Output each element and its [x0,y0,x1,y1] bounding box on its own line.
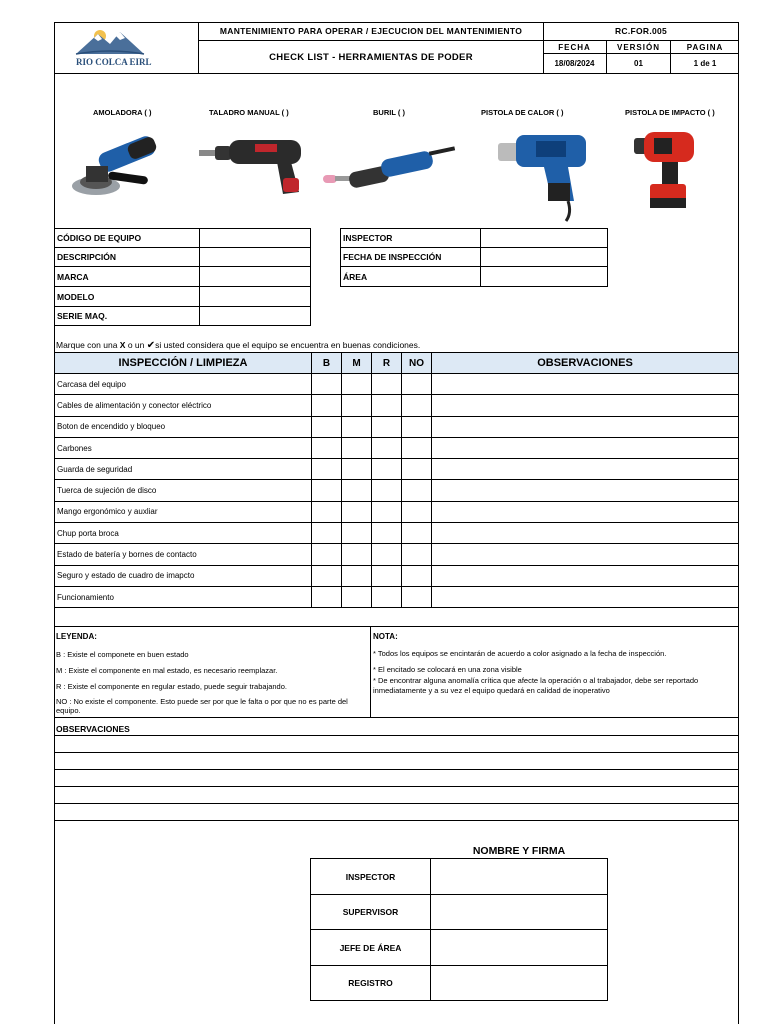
field-value-area[interactable] [481,267,608,287]
observations-line-1[interactable] [54,736,739,753]
inspection-item-label: Mango ergonómico y auxliar [55,501,312,522]
inspection-cell-b[interactable] [312,501,342,522]
version-label: VERSIÓN [607,41,671,54]
tool-label-pistola-impacto[interactable]: PISTOLA DE IMPACTO ( ) [625,108,715,117]
inspection-item-label: Chup porta broca [55,523,312,544]
inspection-item-label: Carbones [55,437,312,458]
tool-label-taladro[interactable]: TALADRO MANUAL ( ) [209,108,289,117]
legend-line-m: M : Existe el componente en mal estado, es necesario reemplazar. [56,666,278,675]
field-label-codigo: CÓDIGO DE EQUIPO [55,229,200,248]
inspection-cell-no[interactable] [402,501,432,522]
main-title: MANTENIMIENTO PARA OPERAR / EJECUCION DEL MANTENIMIENTO [199,22,543,41]
col-header-m: M [342,353,372,374]
header-block [54,22,739,74]
col-header-b: B [312,353,342,374]
col-header-r: R [372,353,402,374]
inspection-cell-m[interactable] [342,544,372,565]
inspection-row [55,459,739,480]
tool-label-pistola-calor[interactable]: PISTOLA DE CALOR ( ) [481,108,564,117]
col-header-inspeccion: INSPECCIÓN / LIMPIEZA [55,353,312,374]
instruction-part2: o un [125,340,147,350]
inspection-cell-no[interactable] [402,586,432,607]
inspection-cell-obs[interactable] [432,437,739,458]
inspection-cell-no[interactable] [402,459,432,480]
inspection-cell-m[interactable] [342,501,372,522]
inspection-cell-r[interactable] [372,480,402,501]
inspection-row [55,501,739,522]
signature-title: NOMBRE Y FIRMA [472,845,566,857]
field-value-codigo[interactable] [200,229,311,248]
observations-line-2[interactable] [54,753,739,770]
inspection-cell-no[interactable] [402,480,432,501]
field-value-fecha-inspeccion[interactable] [481,248,608,267]
inspection-row [55,437,739,458]
signature-role-supervisor: SUPERVISOR [311,895,431,930]
pagina-label: PAGINA [671,41,739,54]
inspection-cell-obs[interactable] [432,565,739,586]
tool-label-amoladora[interactable]: AMOLADORA ( ) [93,108,152,117]
inspection-info-table [340,228,608,287]
inspection-cell-b[interactable] [312,544,342,565]
field-value-inspector[interactable] [481,229,608,248]
inspection-row [55,565,739,586]
inspection-cell-r[interactable] [372,374,402,395]
field-label-descripcion: DESCRIPCIÓN [55,248,200,267]
note-block [371,626,739,717]
field-label-modelo: MODELO [55,287,200,307]
inspection-cell-m[interactable] [342,586,372,607]
inspection-item-label: Carcasa del equipo [55,374,312,395]
signature-box-registro[interactable] [431,966,608,1001]
impact-wrench-icon [632,128,700,212]
inspection-row [55,416,739,437]
col-header-no: NO [402,353,432,374]
inspection-cell-obs[interactable] [432,501,739,522]
field-value-marca[interactable] [200,267,311,287]
inspection-cell-no[interactable] [402,416,432,437]
inspection-cell-b[interactable] [312,586,342,607]
signature-role-registro: REGISTRO [311,966,431,1001]
field-label-inspector: INSPECTOR [341,229,481,248]
col-header-observaciones: OBSERVACIONES [432,353,739,374]
angle-grinder-icon [68,136,168,206]
field-value-serie[interactable] [200,307,311,326]
inspection-cell-r[interactable] [372,416,402,437]
signature-role-inspector: INSPECTOR [311,859,431,895]
inspection-cell-no[interactable] [402,544,432,565]
pagina-value: 1 de 1 [693,59,717,68]
legend-title: LEYENDA: [56,632,97,641]
inspection-item-label: Estado de batería y bornes de contacto [55,544,312,565]
inspection-cell-obs[interactable] [432,395,739,416]
inspection-cell-b[interactable] [312,416,342,437]
inspection-cell-obs[interactable] [432,544,739,565]
inspection-cell-no[interactable] [402,523,432,544]
note-line-1: * Todos los equipos se encintarán de acuerdo a color asignado a la fecha de inspección. [373,649,667,658]
fecha-label: FECHA [543,41,607,54]
legend-block [54,626,371,717]
inspection-cell-obs[interactable] [432,459,739,480]
inspection-table [54,352,739,608]
fecha-value: 18/08/2024 [543,54,607,74]
signature-box-inspector[interactable] [431,859,608,895]
company-logo [54,22,199,74]
legend-line-b: B : Existe el componete en buen estado [56,650,189,659]
die-grinder-icon [321,141,456,191]
instruction-x-mark: X [119,340,126,350]
instruction-text [56,340,420,351]
note-line-3: * De encontrar alguna anomalía crítica que afecte la operación o al trabajador, debe ser reportado inmediatamente y a su vez el equipo quedará en calidad de inoperativo [373,676,699,695]
inspection-cell-m[interactable] [342,437,372,458]
inspection-cell-b[interactable] [312,459,342,480]
form-code: RC.FOR.005 [543,22,739,41]
instruction-part3: si usted considera que el equipo se encuentra en buenas condiciones. [155,340,421,350]
signature-role-jefe-area: JEFE DE ÁREA [311,930,431,966]
version-value: 01 [607,54,671,74]
inspection-item-label: Guarda de seguridad [55,459,312,480]
inspection-cell-no[interactable] [402,395,432,416]
field-label-marca: MARCA [55,267,200,287]
inspection-cell-b[interactable] [312,565,342,586]
inspection-cell-obs[interactable] [432,586,739,607]
inspection-item-label: Boton de encendido y bloqueo [55,416,312,437]
field-value-modelo[interactable] [200,287,311,307]
inspection-cell-m[interactable] [342,395,372,416]
inspection-cell-r[interactable] [372,586,402,607]
inspection-cell-m[interactable] [342,480,372,501]
company-name: RIO COLCA EIRL [76,57,152,67]
inspection-cell-m[interactable] [342,523,372,544]
field-label-serie: SERIE MAQ. [55,307,200,326]
inspection-cell-b[interactable] [312,480,342,501]
tool-label-buril[interactable]: BURIL ( ) [373,108,405,117]
inspection-row [55,395,739,416]
field-label-area: ÁREA [341,267,481,287]
signature-box-jefe-area[interactable] [431,930,608,966]
signature-box-supervisor[interactable] [431,895,608,930]
inspection-cell-r[interactable] [372,501,402,522]
observations-line-4[interactable] [54,787,739,804]
inspection-item-label: Seguro y estado de cuadro de imapcto [55,565,312,586]
inspection-cell-obs[interactable] [432,374,739,395]
inspection-cell-r[interactable] [372,395,402,416]
instruction-part1: Marque con una [56,340,120,350]
inspection-rows [55,374,739,608]
inspection-cell-obs[interactable] [432,523,739,544]
check-icon: ✔ [146,340,156,351]
inspection-cell-m[interactable] [342,565,372,586]
field-label-fecha-inspeccion: FECHA DE INSPECCIÓN [341,248,481,267]
inspection-cell-m[interactable] [342,459,372,480]
heat-gun-icon [496,127,591,222]
inspection-row [55,523,739,544]
inspection-cell-b[interactable] [312,437,342,458]
inspection-cell-m[interactable] [342,416,372,437]
note-line-2: * El encitado se colocará en una zona visible [373,665,522,674]
inspection-row [55,586,739,607]
inspection-item-label: Cables de alimentación y conector eléctrico [55,395,312,416]
observations-title: OBSERVACIONES [56,724,130,734]
form-title: CHECK LIST - HERRAMIENTAS DE PODER [269,52,473,63]
inspection-cell-no[interactable] [402,437,432,458]
legend-line-r: R : Existe el componente en regular estado, puede seguir trabajando. [56,682,287,691]
inspection-item-label: Tuerca de sujeción de disco [55,480,312,501]
inspection-cell-r[interactable] [372,437,402,458]
inspection-row [55,544,739,565]
inspection-cell-r[interactable] [372,523,402,544]
equipment-info-table [54,228,311,326]
inspection-cell-r[interactable] [372,565,402,586]
inspection-cell-r[interactable] [372,459,402,480]
inspection-item-label: Funcionamiento [55,586,312,607]
inspection-cell-m[interactable] [342,374,372,395]
inspection-cell-b[interactable] [312,395,342,416]
field-value-descripcion[interactable] [200,248,311,267]
inspection-cell-no[interactable] [402,374,432,395]
legend-line-no: NO : No existe el componente. Esto puede ser por que le falta o por que no es parte del equipo. [56,697,348,715]
observations-line-5[interactable] [54,804,739,821]
inspection-cell-obs[interactable] [432,416,739,437]
inspection-cell-r[interactable] [372,544,402,565]
drill-icon [195,134,310,200]
inspection-row [55,374,739,395]
observations-line-3[interactable] [54,770,739,787]
note-title: NOTA: [373,632,398,641]
inspection-row [55,480,739,501]
inspection-cell-b[interactable] [312,374,342,395]
signature-table [310,858,608,1001]
inspection-cell-no[interactable] [402,565,432,586]
inspection-cell-b[interactable] [312,523,342,544]
inspection-cell-obs[interactable] [432,480,739,501]
